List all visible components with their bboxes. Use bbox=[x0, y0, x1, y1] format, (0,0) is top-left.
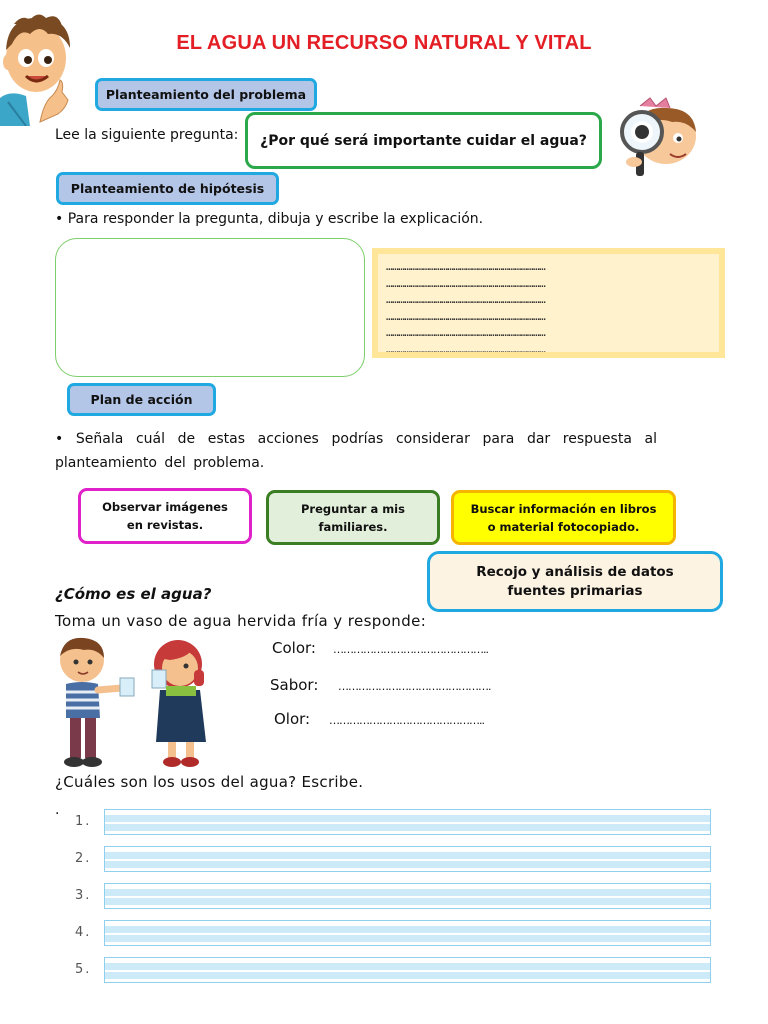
dotted-line[interactable]: …………………………………………………………………… bbox=[386, 342, 546, 352]
dotted-line[interactable]: …………………………………………………………………… bbox=[386, 326, 546, 340]
field-sabor-label: Sabor: bbox=[270, 676, 319, 694]
line-number: 3. bbox=[75, 888, 92, 903]
answer-line[interactable] bbox=[104, 883, 711, 909]
drawing-area[interactable] bbox=[55, 238, 365, 377]
line-number: 5. bbox=[75, 962, 92, 977]
answer-line[interactable] bbox=[104, 809, 711, 835]
section-label-problema: Planteamiento del problema bbox=[95, 78, 317, 111]
section-label-hipotesis: Planteamiento de hipótesis bbox=[56, 172, 279, 205]
question-text: ¿Por qué será importante cuidar el agua? bbox=[260, 132, 587, 149]
usos-heading: ¿Cuáles son los usos del agua? Escribe. bbox=[55, 773, 364, 791]
como-heading: ¿Cómo es el agua? bbox=[55, 585, 212, 603]
action-option-preguntar[interactable]: Preguntar a mis familiares. bbox=[266, 490, 440, 545]
como-instruction: Toma un vaso de agua hervida fría y responde: bbox=[55, 612, 427, 630]
usos-bullet: . bbox=[55, 802, 60, 818]
action-option-buscar[interactable]: Buscar información en libros o material fotocopiado. bbox=[451, 490, 676, 545]
writing-area[interactable] bbox=[372, 248, 725, 358]
answer-line[interactable] bbox=[104, 920, 711, 946]
magnifier-kid-illustration bbox=[606, 96, 702, 178]
kids-drinking-water-illustration bbox=[52, 636, 218, 768]
recojo-label: Recojo y análisis de datos fuentes primarias bbox=[427, 551, 723, 612]
line-number: 1. bbox=[75, 814, 92, 829]
field-sabor-answer[interactable]: ………………………………………. bbox=[338, 680, 491, 693]
question-lead: Lee la siguiente pregunta: bbox=[55, 127, 239, 143]
answer-line[interactable] bbox=[104, 957, 711, 983]
dotted-line[interactable]: …………………………………………………………………… bbox=[386, 309, 546, 323]
boy-pointing-illustration bbox=[0, 10, 78, 126]
field-color-answer[interactable]: ……………………………………….. bbox=[333, 643, 488, 656]
hipotesis-instruction: • Para responder la pregunta, dibuja y escribe la explicación. bbox=[55, 211, 484, 227]
plan-instruction: • Señala cuál de estas acciones podrías considerar para dar respuesta al planteamiento del problema. bbox=[55, 431, 657, 471]
dotted-line[interactable]: …………………………………………………………………… bbox=[386, 260, 546, 273]
dotted-line[interactable]: …………………………………………………………………… bbox=[386, 276, 546, 290]
field-olor-answer[interactable]: ……………………………………….. bbox=[329, 714, 484, 727]
section-label-plan: Plan de acción bbox=[67, 383, 216, 416]
field-olor-label: Olor: bbox=[274, 710, 311, 728]
question-box bbox=[245, 112, 602, 169]
field-color-label: Color: bbox=[272, 639, 316, 657]
answer-line[interactable] bbox=[104, 846, 711, 872]
page-title: EL AGUA UN RECURSO NATURAL Y VITAL bbox=[176, 32, 592, 54]
line-number: 2. bbox=[75, 851, 92, 866]
action-option-observar[interactable]: Observar imágenes en revistas. bbox=[78, 488, 252, 544]
line-number: 4. bbox=[75, 925, 92, 940]
dotted-line[interactable]: …………………………………………………………………… bbox=[386, 293, 546, 307]
